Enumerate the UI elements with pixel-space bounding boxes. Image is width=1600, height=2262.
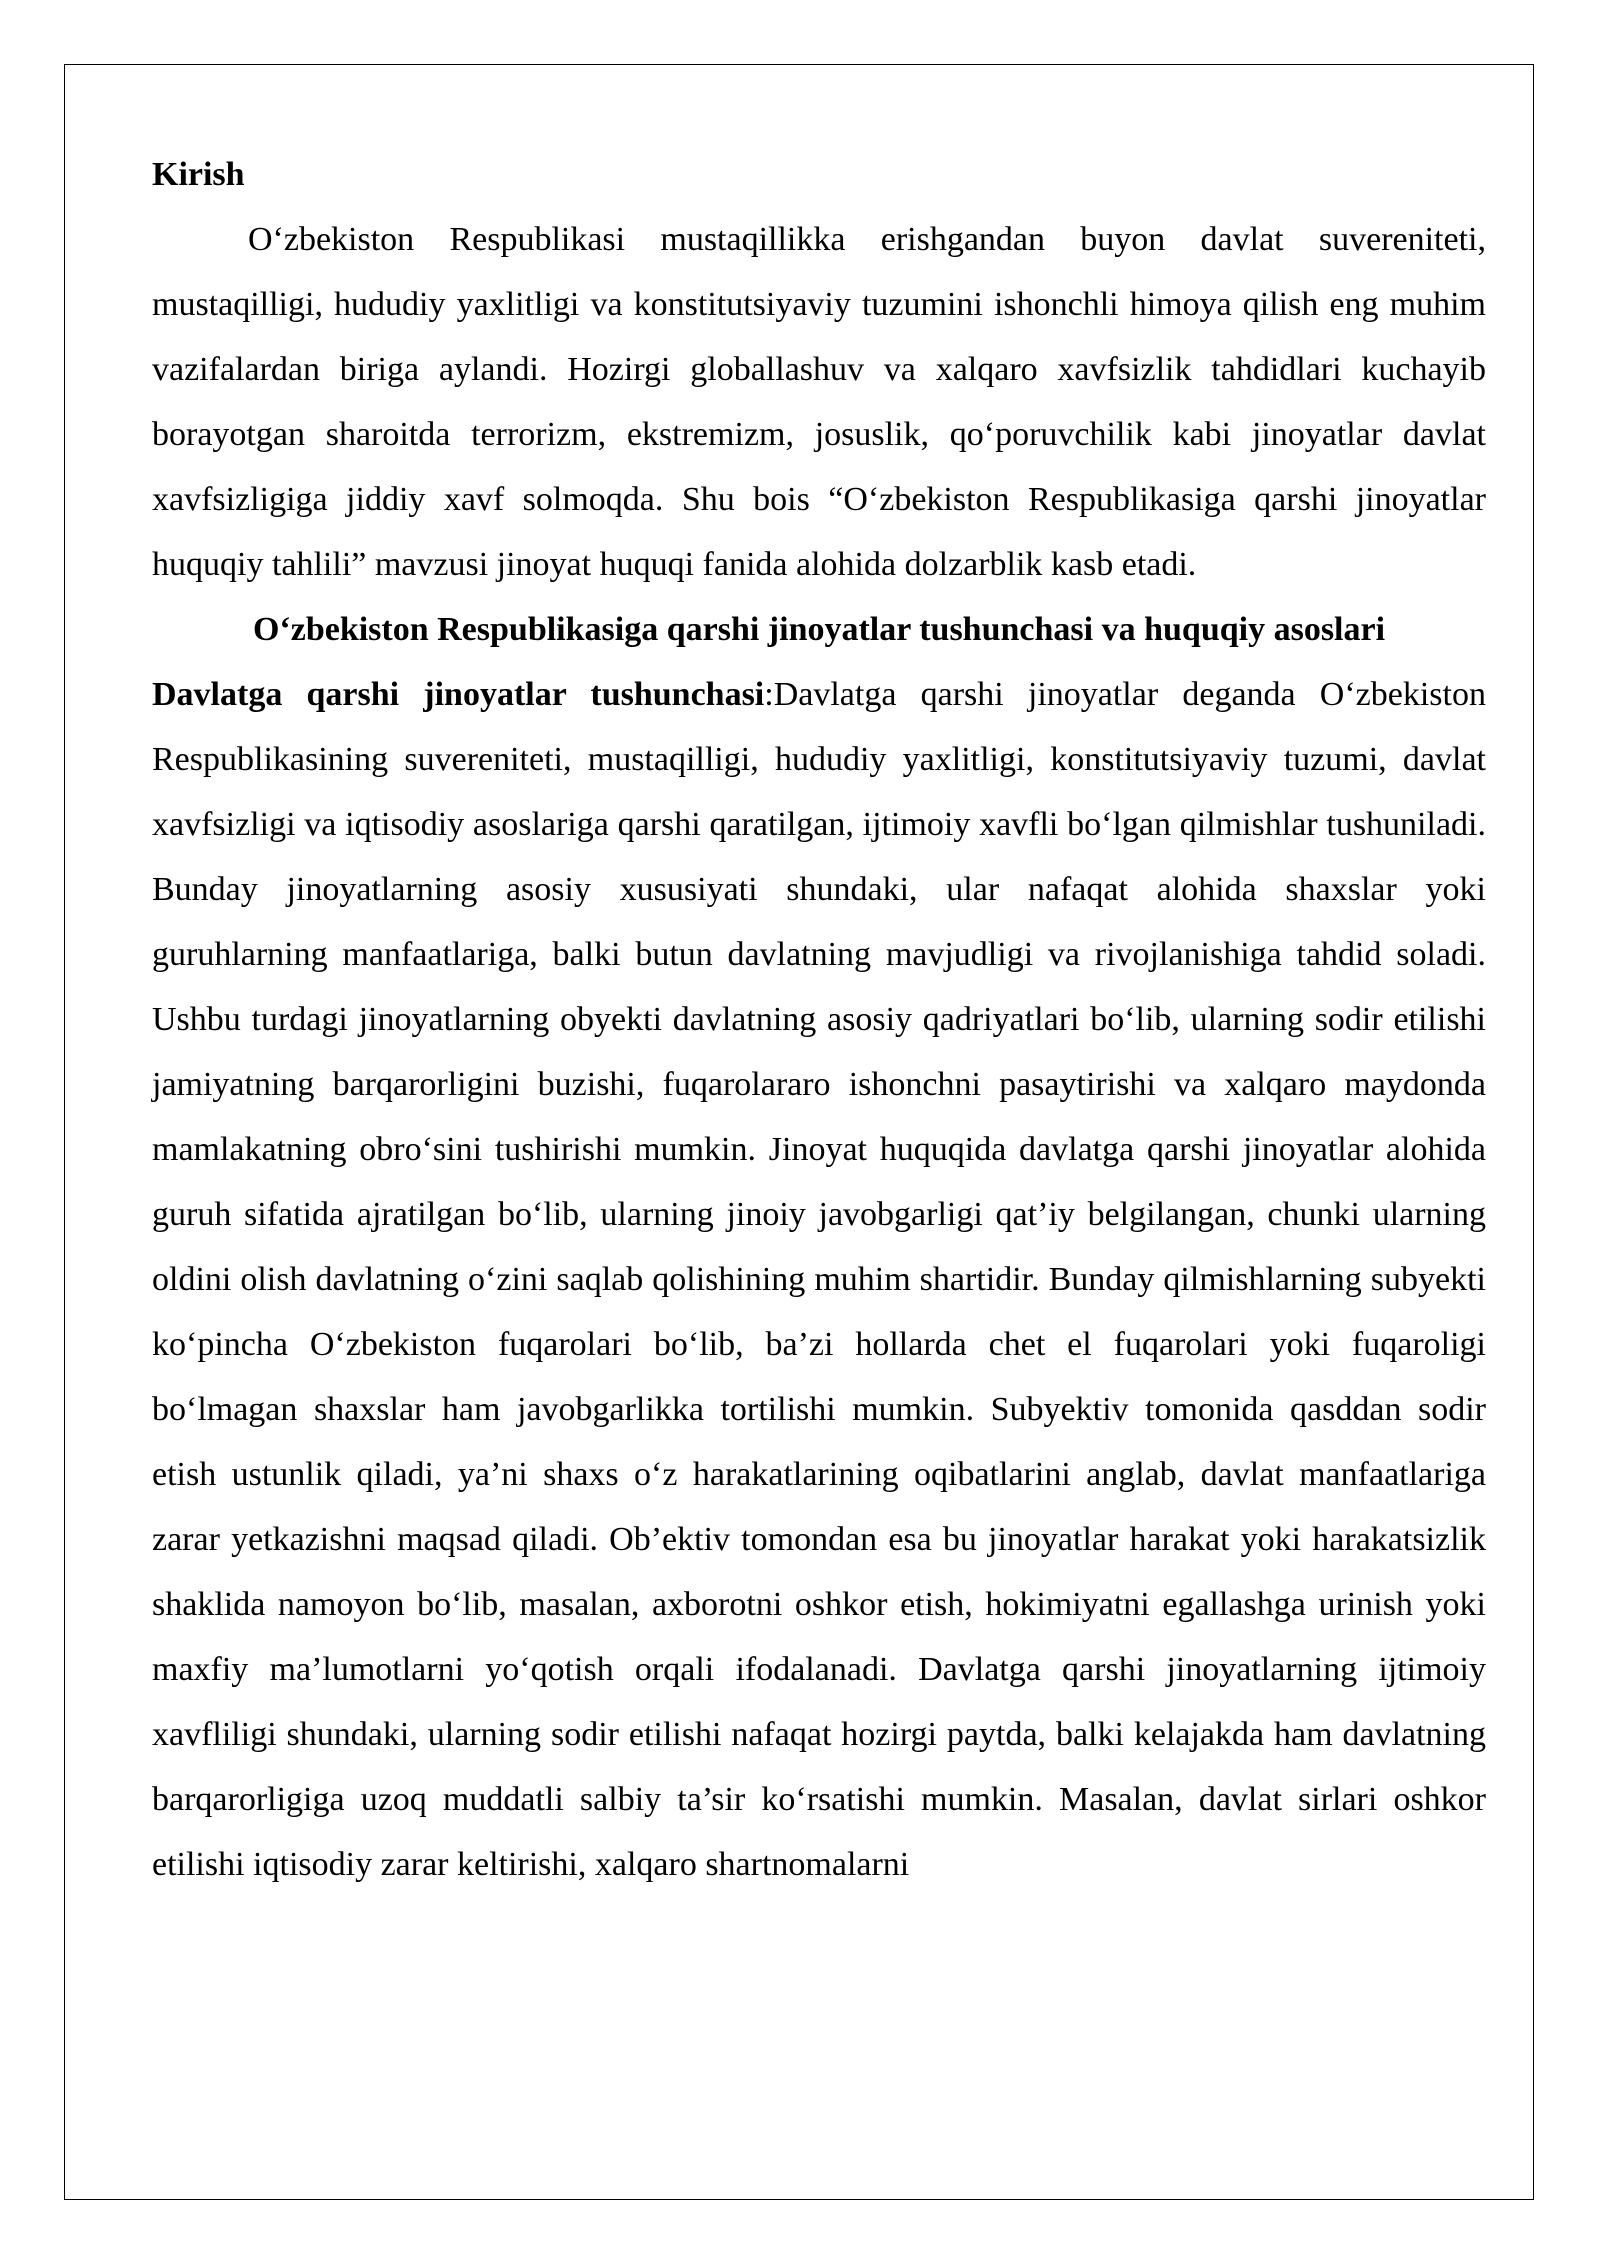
section-paragraph [152,662,1486,1897]
document-content [152,142,1486,1897]
section-body: Davlatga qarshi jinoyatlar deganda O‘zbekiston Respublikasining suvereniteti, mustaqilligi, hududiy yaxlitligi, konstitutsiyaviy tuzumi, davlat xavfsizligi va iqtisodiy asoslariga qarshi qaratilgan, ijtimoiy xavfli bo‘lgan qilmishlar tushuniladi. Bunday jinoyatlarning asosiy xususiyati shundaki, ular nafaqat alohida shaxslar yoki guruhlarning manfaatlariga, balki butun davlatning mavjudligi va rivojlanishiga tahdid soladi. Ushbu turdagi jinoyatlarning obyekti davlatning asosiy qadriyatlari bo‘lib, ularning sodir etilishi jamiyatning barqarorligini buzishi, fuqarolararo ishonchni pasaytirishi va xalqaro maydonda mamlakatning obro‘sini tushirishi mumkin. Jinoyat huquqida davlatga qarshi jinoyatlar alohida guruh sifatida ajratilgan bo‘lib, ularning jinoiy javobgarligi qat’iy belgilangan, chunki ularning oldini olish davlatning o‘zini saqlab qolishining muhim shartidir. Bunday qilmishlarning subyekti ko‘pincha O‘zbekiston fuqarolari bo‘lib, ba’zi hollarda chet el fuqarolari yoki fuqaroligi bo‘lmagan shaxslar ham javobgarlikka tortilishi mumkin. Subyektiv tomonida qasddan sodir etish ustunlik qiladi, ya’ni shaxs o‘z harakatlarining oqibatlarini anglab, davlat manfaatlariga zarar yetkazishni maqsad qiladi. Ob’ektiv tomondan esa bu jinoyatlar harakat yoki harakatsizlik shaklida namoyon bo‘lib, masalan, axborotni oshkor etish, hokimiyatni egallashga urinish yoki maxfiy ma’lumotlarni yo‘qotish orqali ifodalanadi. Davlatga qarshi jinoyatlarning ijtimoiy xavfliligi shundaki, ularning sodir etilishi nafaqat hozirgi paytda, balki kelajakda ham davlatning barqarorligiga uzoq muddatli salbiy ta’sir ko‘rsatishi mumkin. Masalan, davlat sirlari oshkor etilishi iqtisodiy zarar keltirishi, xalqaro shartnomalarni [152,676,1486,1883]
intro-paragraph: O‘zbekiston Respublikasi mustaqillikka erishgandan buyon davlat suvereniteti, mustaqilligi, hududiy yaxlitligi va konstitutsiyaviy tuzumini ishonchli himoya qilish eng muhim vazifalardan biriga aylandi. Hozirgi globallashuv va xalqaro xavfsizlik tahdidlari kuchayib borayotgan sharoitda terrorizm, ekstremizm, josuslik, qo‘poruvchilik kabi jinoyatlar davlat xavfsizligiga jiddiy xavf solmoqda. Shu bois “O‘zbekiston Respublikasiga qarshi jinoyatlar huquqiy tahlili” mavzusi jinoyat huquqi fanida alohida dolzarblik kasb etadi. [152,221,1486,583]
intro-heading: Kirish [152,156,245,193]
term-separator: : [764,676,774,713]
term-label: Davlatga qarshi jinoyatlar tushunchasi [152,676,765,713]
section-title: O‘zbekiston Respublikasiga qarshi jinoyatlar tushunchasi va huquqiy asoslari [252,611,1386,648]
